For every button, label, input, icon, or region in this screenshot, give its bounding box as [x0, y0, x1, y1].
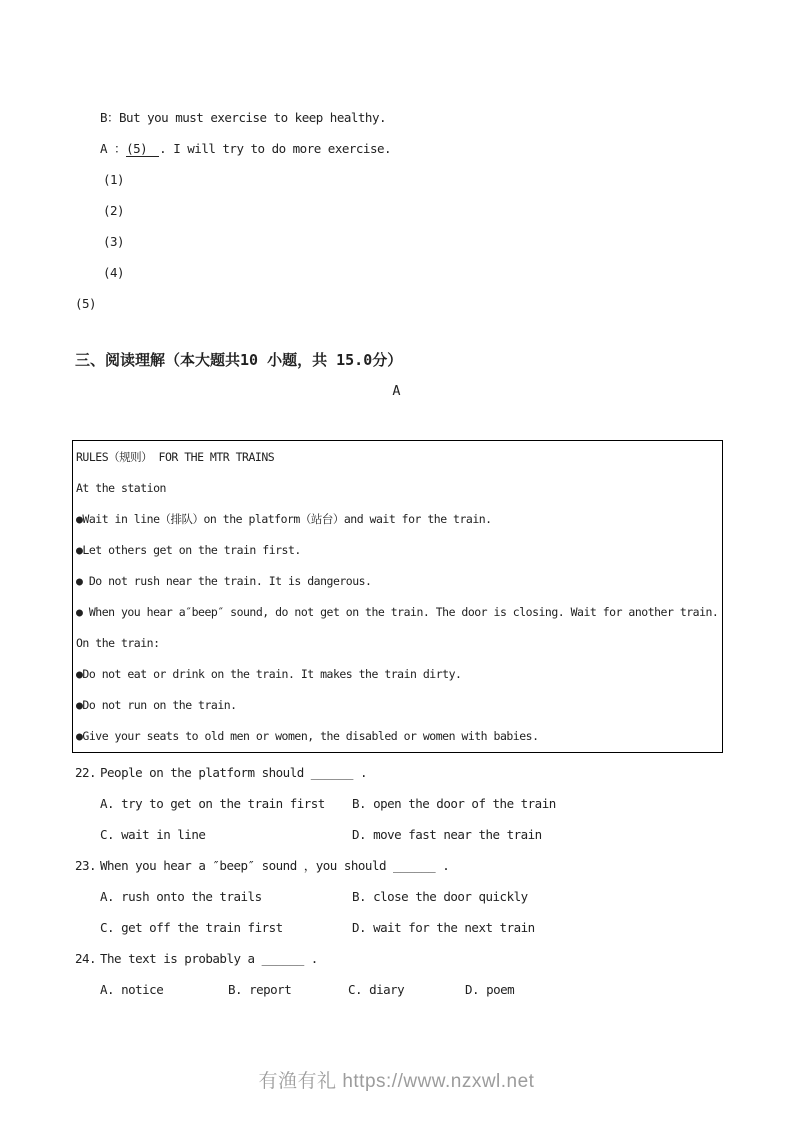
answer-blank-inline-5: (5): [126, 141, 159, 157]
option-a: A. try to get on the train first: [100, 796, 325, 811]
options-row: [100, 788, 793, 850]
option-c: C. wait in line: [100, 827, 206, 842]
option-d: D. poem: [465, 982, 515, 997]
rules-line: ●Do not eat or drink on the train. It makes the train dirty.: [76, 667, 462, 681]
dialogue-line-a: [100, 133, 793, 164]
question-22: [0, 757, 793, 850]
options-row: [100, 881, 793, 943]
rules-line: ●Do not run on the train.: [76, 698, 237, 712]
dialogue-line-a-suffix: . I will try to do more exercise.: [159, 141, 392, 156]
option-c: C. get off the train first: [100, 920, 283, 935]
rules-line: ●Wait in line（排队）on the platform（站台）and wait for the train.: [76, 512, 492, 526]
rules-box: [72, 440, 723, 753]
option-c: C. diary: [348, 982, 405, 997]
rules-title: RULES（规则） FOR THE MTR TRAINS: [76, 450, 275, 464]
dialogue-line-a-prefix: A ：: [100, 141, 127, 156]
question-stem-text: The text is probably a ______ .: [100, 951, 318, 966]
passage-label: A: [392, 383, 401, 399]
option-a: A. notice: [100, 982, 164, 997]
watermark-footer: 有渔有礼 https://www.nzxwl.net: [258, 1071, 535, 1092]
question-stem: [75, 757, 793, 788]
answer-blank-1: (1): [103, 172, 125, 187]
dialogue-block: [0, 102, 793, 319]
rules-subheading-train: On the train:: [76, 636, 160, 650]
option-b: B. report: [228, 982, 292, 997]
option-d: D. move fast near the train: [352, 827, 542, 842]
question-23: [0, 850, 793, 943]
answer-blank-4: (4): [103, 265, 125, 280]
question-stem-text: When you hear a ″beep″ sound ，you should ______ .: [100, 858, 450, 873]
question-stem-text: People on the platform should ______ .: [100, 765, 367, 780]
answer-blank-5: (5): [75, 296, 97, 311]
option-b: B. close the door quickly: [352, 889, 528, 904]
rules-line: ●Let others get on the train first.: [76, 543, 301, 557]
question-stem: [75, 943, 793, 974]
answer-blank-3: (3): [103, 234, 125, 249]
answer-blank-2: (2): [103, 203, 125, 218]
section-heading: 三、阅读理解（本大题共10 小题，共 15.0分）: [75, 351, 403, 369]
option-d: D. wait for the next train: [352, 920, 535, 935]
rules-line: ● When you hear a″beep″ sound, do not get on the train. The door is closing. Wait for another train.: [76, 605, 719, 619]
options-row: [100, 974, 793, 1005]
rules-line: ●Give your seats to old men or women, the disabled or women with babies.: [76, 729, 539, 743]
option-a: A. rush onto the trails: [100, 889, 262, 904]
dialogue-line-b: B：But you must exercise to keep healthy.: [100, 110, 386, 125]
question-stem: [75, 850, 793, 881]
question-number: 23.: [75, 858, 97, 873]
question-number: 24.: [75, 951, 97, 966]
question-number: 22.: [75, 765, 97, 780]
rules-subheading-station: At the station: [76, 481, 166, 495]
question-24: [0, 943, 793, 1005]
rules-line: ● Do not rush near the train. It is dangerous.: [76, 574, 372, 588]
option-b: B. open the door of the train: [352, 796, 556, 811]
